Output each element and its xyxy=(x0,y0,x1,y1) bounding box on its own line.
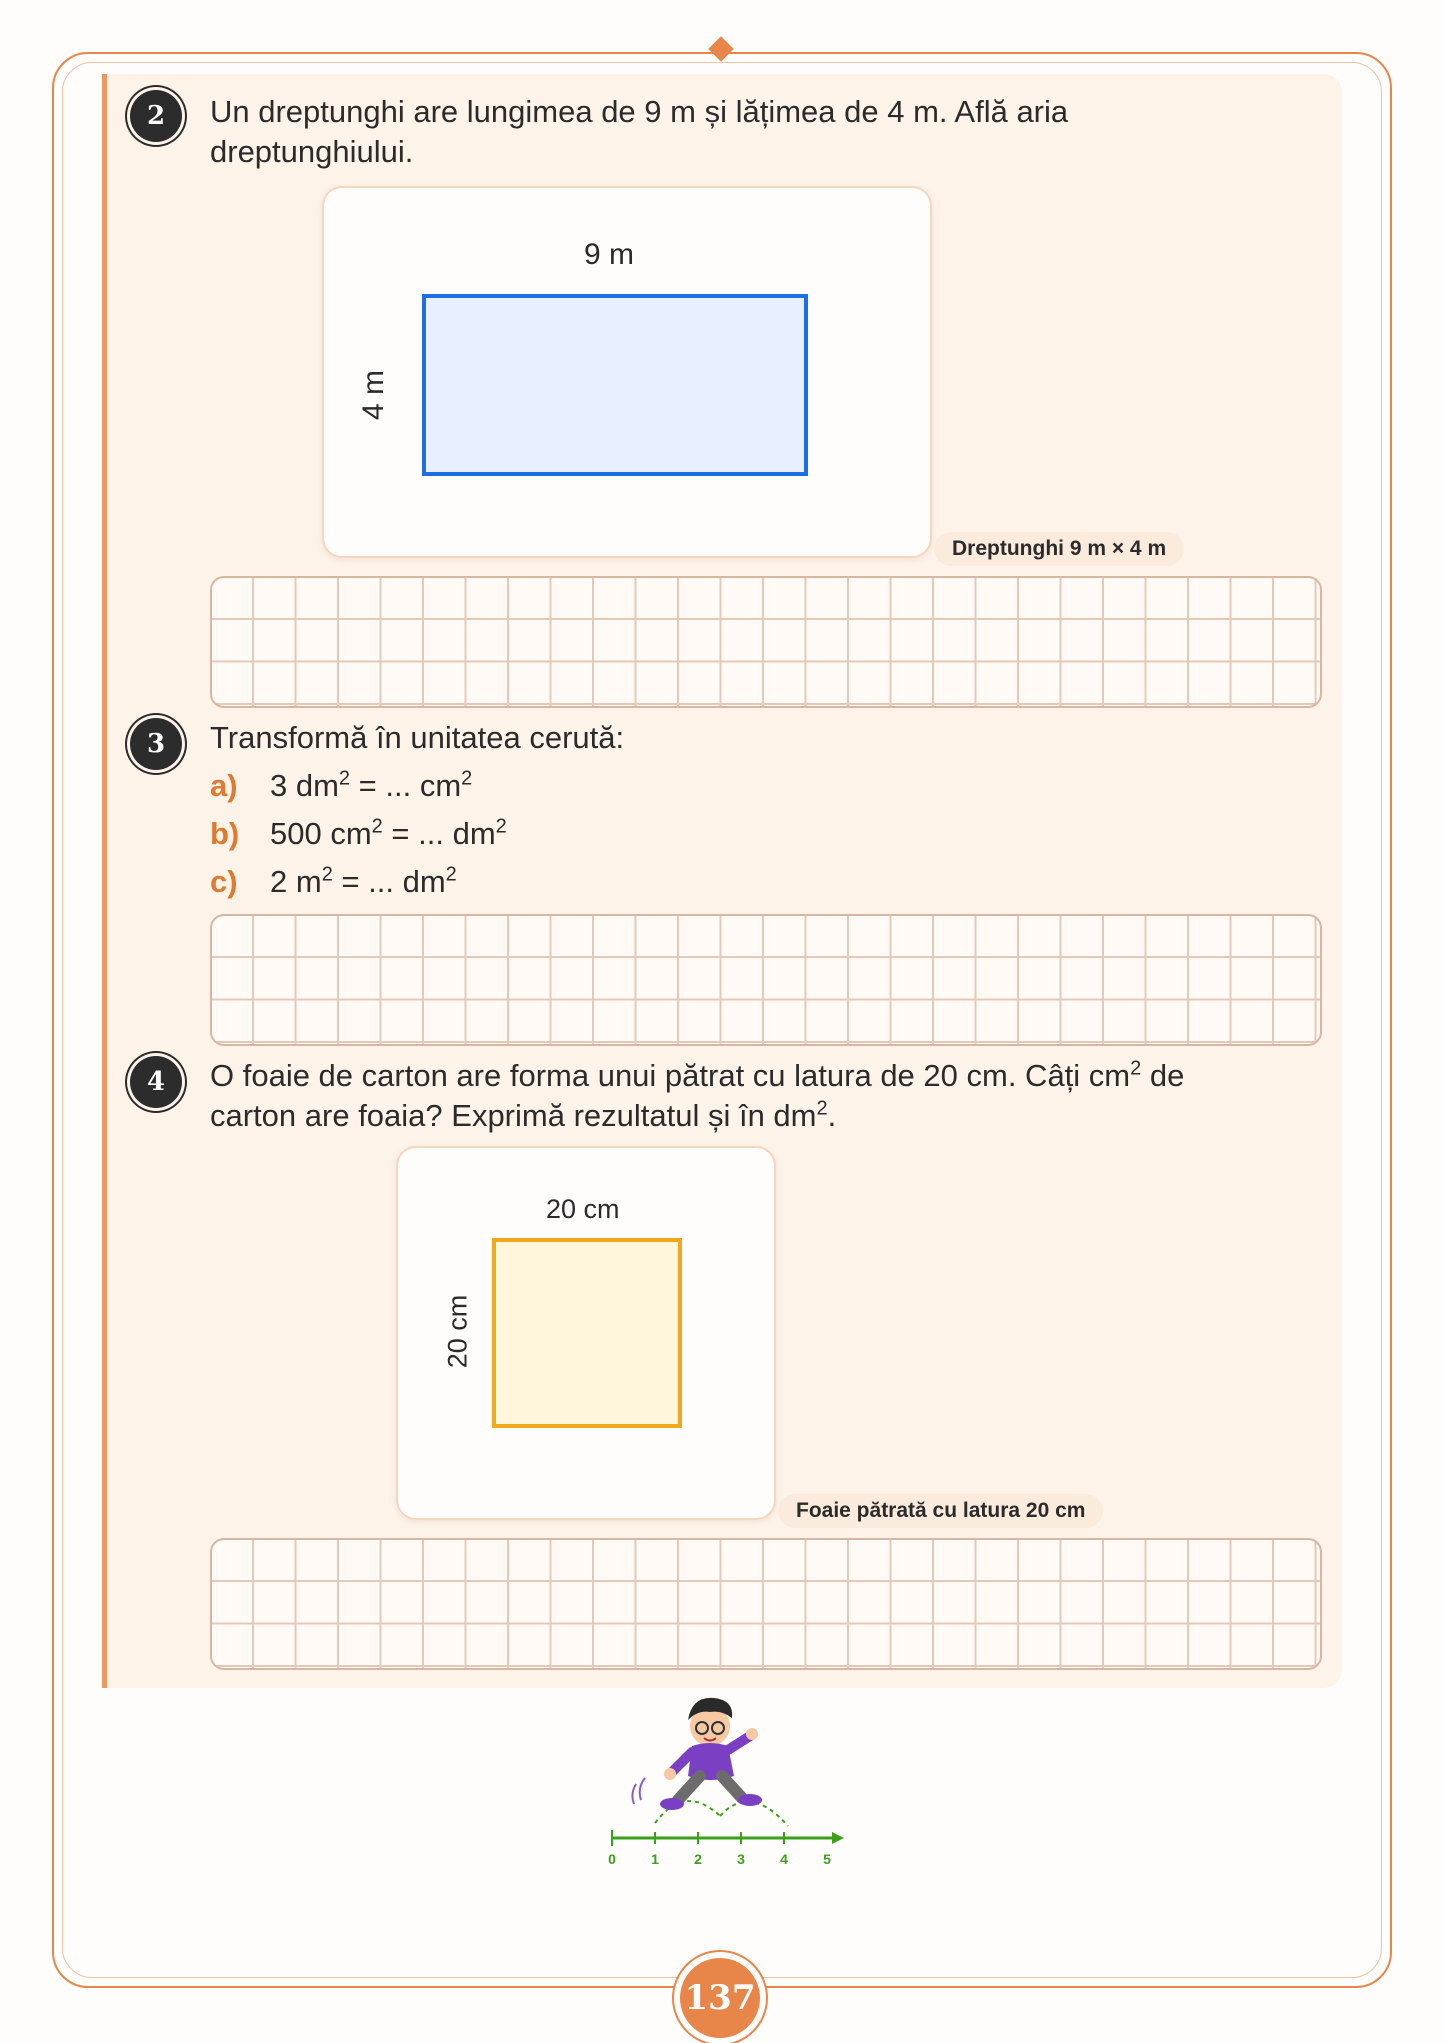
panel-accent-bar xyxy=(102,74,107,1688)
exercise-number-4: 4 xyxy=(130,1056,182,1108)
rectangle-side-label: 4 m xyxy=(357,370,390,421)
square-top-label: 20 cm xyxy=(546,1194,620,1224)
item-label-c: c) xyxy=(210,864,238,899)
running-boy-number-line-icon xyxy=(600,1688,850,1868)
rectangle-top-label: 9 m xyxy=(584,238,635,271)
exercise-3-text: Transformă în unitatea cerută: xyxy=(210,720,625,755)
number-line-tick-3: 3 xyxy=(737,1851,745,1867)
rectangle-figure-card xyxy=(322,186,932,558)
number-line-tick-1: 1 xyxy=(651,1851,659,1867)
exercise-4-text: O foaie de carton are forma unui pătrat cu latura de 20 cm. Câți $cm^2$ de carton are foaia? Exprimă rezultatul și în $dm^2$. xyxy=(210,1057,1185,1133)
exercise-3-item-b: b) 500 $cm^2$ = ... $dm^2$ xyxy=(210,814,507,854)
rectangle-shape xyxy=(422,294,808,476)
exercise-3-item-a: a) 3 $dm^2$ = ... $cm^2$ xyxy=(210,766,472,806)
item-label-a: a) xyxy=(210,768,238,803)
exercise-2-line2: dreptunghiului. xyxy=(210,134,414,169)
square-side-label: 20 cm xyxy=(442,1294,473,1369)
number-line-tick-2: 2 xyxy=(694,1851,702,1867)
answer-grid-4[interactable] xyxy=(210,1538,1322,1670)
exercise-number-3: 3 xyxy=(130,718,182,770)
exercise-3-item-c: c) 2 $m^2$ = ... $dm^2$ xyxy=(210,862,457,902)
number-line-tick-5: 5 xyxy=(823,1851,831,1867)
exercise-2-text xyxy=(210,92,1340,172)
number-line-tick-0: 0 xyxy=(608,1851,616,1867)
exercise-number-2: 2 xyxy=(130,90,182,142)
square-figure-card xyxy=(396,1146,776,1520)
item-label-b: b) xyxy=(210,816,240,851)
number-line-tick-4: 4 xyxy=(780,1851,788,1867)
square-shape xyxy=(492,1238,682,1428)
answer-grid-2[interactable] xyxy=(210,576,1322,708)
exercise-2-line1: Un dreptunghi are lungimea de 9 m și lățimea de 4 m. Află aria xyxy=(210,94,1069,129)
answer-grid-3[interactable] xyxy=(210,914,1322,1046)
square-caption: Foaie pătrată cu latura 20 cm xyxy=(778,1494,1103,1528)
page-number: 137 xyxy=(680,1958,760,2038)
rectangle-caption: Dreptunghi 9 m × 4 m xyxy=(934,532,1184,566)
